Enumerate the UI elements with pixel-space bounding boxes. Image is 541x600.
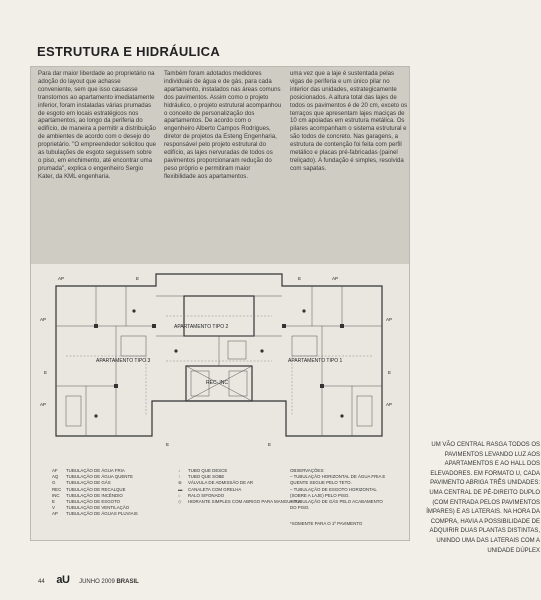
legend-note: – TUBULAÇÃO DE GÁS PELO ACABAMENTO DO PISO. <box>290 499 383 511</box>
legend-row: G TUBULAÇÃO DE GÁS <box>52 480 111 486</box>
floor-plan-drawing <box>36 266 402 464</box>
plan-label-apt1: APARTAMENTO TIPO 1 <box>288 358 343 364</box>
plan-tag-ap: AP <box>386 402 393 407</box>
plan-tag-e: E <box>268 442 272 447</box>
magazine-logo: aU <box>56 574 70 586</box>
legend-title: OBSERVAÇÕES: <box>290 468 325 473</box>
figure-caption: UM VÃO CENTRAL RASGA TODOS OS PAVIMENTOS LEVANDO LUZ AOS APARTAMENTOS E AO HALL DOS ELEVADORES. EM FORMATO U, CADA PAVIMENTO ABRIGA TRÊS UNIDADES: UMA CENTRAL DE PÉ-DIREITO DUPLO (COM ENTRADA PELOS PAVIMENTOS ÍMPARES) E AS LATERAIS. NA HORA DA COMPRA, HAVIA A POSSIBILIDADE DE ADQUIRIR DUAS PLANTAS DISTINTAS, UNINDO UMA DAS LATERAIS COM A UNIDADE DÚPLEX <box>426 442 540 554</box>
plan-tag-e: E <box>388 370 392 375</box>
legend-row: ↓ TUBO QUE DESCE <box>178 468 228 473</box>
plan-tag-ap: AP <box>40 317 47 322</box>
legend-row: REC TUBULAÇÃO DE RECALQUE <box>52 486 126 492</box>
plan-label-rec-inc: REC. INC <box>206 380 228 386</box>
legend-symbols <box>178 468 301 505</box>
arrow-up-icon: ↑ <box>178 474 181 480</box>
body-column-1 <box>38 70 156 181</box>
plan-tag-e: E <box>166 442 170 447</box>
legend-row: ▬ CANALETA COM GRELHA <box>178 486 242 492</box>
legend-row: ↑ TUBO QUE SOBE <box>178 474 225 480</box>
legend-row: AQ TUBULAÇÃO DE ÁGUA QUENTE <box>52 474 134 480</box>
legend-notes <box>290 468 390 511</box>
legend-abbreviations <box>52 468 138 518</box>
plan-tag-ap: AP <box>58 276 65 281</box>
valve-icon: ⊗ <box>178 480 182 486</box>
page-number: 44 <box>38 579 45 585</box>
legend-row: INC TUBULAÇÃO DE INCÊNDIO <box>52 492 123 498</box>
legend-row: ◇ HIDRANTE SIMPLES COM ABRIGO PARA MANGUEIRA <box>178 499 301 505</box>
legend-row: ○ RALO SIFONADO <box>178 492 225 498</box>
body-column-2 <box>164 70 282 181</box>
legend-row: AP TUBULAÇÃO DE ÁGUAS PLUVIAIS <box>52 511 138 517</box>
plan-tag-e: E <box>298 276 302 281</box>
drain-icon: ○ <box>178 492 181 498</box>
plan-tag-e: E <box>136 276 140 281</box>
legend-row: E TUBULAÇÃO DE ESGOTO <box>52 499 121 505</box>
plan-tag-ap: AP <box>332 276 339 281</box>
body-column-3 <box>290 70 408 173</box>
legend-row: V TUBULAÇÃO DE VENTILAÇÃO <box>52 505 130 511</box>
edition-label: BRASIL <box>116 579 139 585</box>
issue-date: JUNHO 2009 <box>79 579 115 585</box>
hydrant-icon: ◇ <box>178 499 182 505</box>
plan-label-apt2: APARTAMENTO TIPO 2 <box>174 324 229 330</box>
legend-row: ⊗ VÁLVULA DE ADMISSÃO DE AR <box>178 480 254 486</box>
body-text: Também foram adotados medidores individuais de água e de gás, para cada apartamento, instalados nas áreas comuns dos pavimentos. Assim como o projeto hidráulico, o projeto estrutural acompanhou o conceito de personalização dos apartamentos. De acordo com o engenheiro Alberto Campos Rodrigues, diretor de projetos da Esteng Engenharia, responsável pelo projeto estrutural do edifício, as lajes nervuradas de todos os pavimentos proporcionaram redução do peso próprio e permitiram maior flexibilidade aos apartamentos. <box>164 70 282 180</box>
legend-note: – TUBULAÇÃO DE ESGOTO HORIZONTAL (SOBRE A LAJE) PELO PISO. <box>290 486 377 498</box>
section-heading: ESTRUTURA E HIDRÁULICA <box>37 44 221 59</box>
legend-note: – TUBULAÇÃO HORIZONTAL DE ÁGUA FRIA E QUENTE SEGUE PELO TETO. <box>290 474 386 486</box>
legend-row: AF TUBULAÇÃO DE ÁGUA FRIA <box>52 468 125 473</box>
legend-footnote: *SOMENTE PARA O 1º PAVIMENTO <box>290 521 363 526</box>
page-footer <box>38 574 139 586</box>
body-text: Para dar maior liberdade ao proprietário na adoção do layout que achasse conveniente, sem que isso causasse transtornos ao apartamento imediatamente inferior, foram instaladas várias prumadas de esgoto em locais estratégicos nos apartamentos, ao longo da periferia do edifício, de maneira a permitir a distribuição de ambientes de acordo com o desejo do proprietário. "O empreendedor solicitou que as tubulações de esgoto seguissem sobre o piso, em enchimento, até encontrar uma prumada", explica o engenheiro Sergio Kater, da KML engenharia. <box>38 70 157 180</box>
grate-icon: ▬ <box>178 486 183 492</box>
plan-tag-ap: AP <box>40 402 47 407</box>
plan-tag-e: E <box>44 370 48 375</box>
plan-label-apt3: APARTAMENTO TIPO 3 <box>96 358 151 364</box>
plan-tag-ap: AP <box>386 317 393 322</box>
body-text: uma vez que a laje é sustentada pelas vigas de periferia e um único pilar no interior das unidades, estrategicamente posicionados. A altura total das lajes de todos os pavimentos é de 20 cm, exceto os terraços que apresentam lajes maciças de 10 cm apoiadas em estrutura metálica. Os pilares acompanham o sistema estrutural e são todos de concreto. Nas garagens, a estrutura de contenção foi feita com perfil metálico e placas pré-fabricadas (painel treliçado). A fundação é simples, resolvida com sapatas. <box>290 70 408 172</box>
arrow-down-icon: ↓ <box>178 468 181 473</box>
